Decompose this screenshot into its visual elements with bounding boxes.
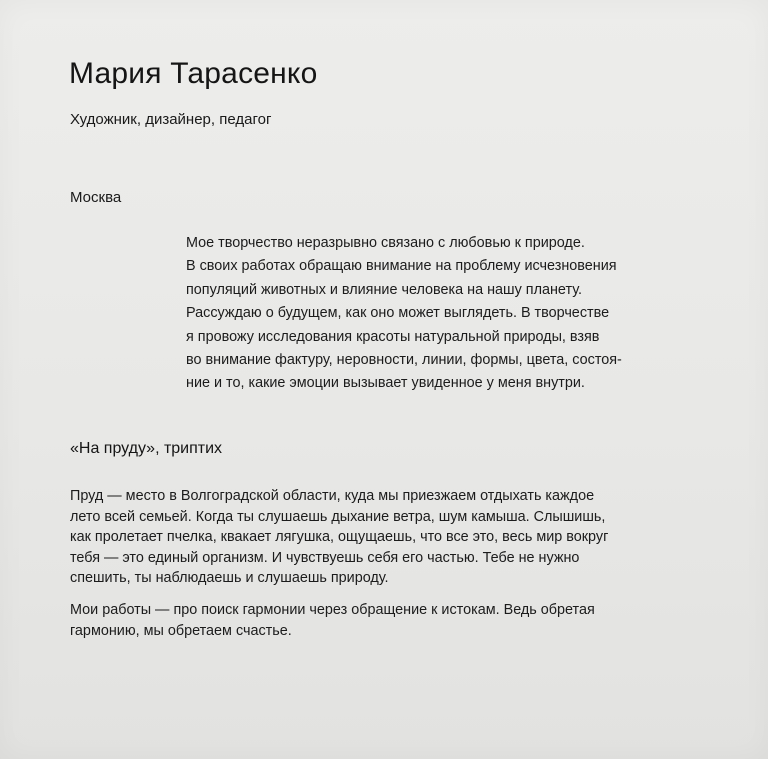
description-line: спешить, ты наблюдаешь и слушаешь природу. [70, 570, 389, 586]
description-line: Пруд — место в Волгоградской области, куда мы приезжаем отдыхать каждое [70, 488, 595, 504]
artist-city: Москва [70, 189, 122, 206]
artist-statement [186, 232, 746, 396]
work-description [70, 486, 760, 589]
statement-line: Мое творчество неразрывно связано с любовью к природе. [186, 235, 585, 251]
work-conclusion [70, 600, 760, 641]
artist-name: Мария Тарасенко [69, 57, 318, 90]
conclusion-line: гармонию, мы обретаем счастье. [70, 622, 292, 639]
conclusion-line: Мои работы — про поиск гармонии через обращение к истокам. Ведь обретая [70, 602, 595, 618]
statement-line: Рассуждаю о будущем, как оно может выглядеть. В творчестве [186, 305, 610, 322]
description-line: тебя — это единый организм. И чувствуешь себя его частью. Тебе не нужно [70, 549, 580, 566]
statement-line: В своих работах обращаю внимание на проблему исчезновения [186, 258, 617, 275]
description-line: как пролетает пчелка, квакает лягушка, ощущаешь, что все это, весь мир вокруг [70, 529, 609, 545]
artist-role: Художник, дизайнер, педагог [70, 111, 272, 128]
statement-line: я провожу исследования красоты натуральной природы, взяв [186, 328, 600, 345]
description-line: лето всей семьей. Когда ты слушаешь дыхание ветра, шум камыша. Слышишь, [70, 508, 606, 525]
statement-line: во внимание фактуру, неровности, линии, формы, цвета, состоя- [186, 352, 622, 369]
work-title: «На пруду», триптих [70, 440, 223, 457]
statement-line: популяций животных и влияние человека на нашу планету. [186, 281, 582, 298]
statement-line: ние и то, какие эмоции вызывает увиденное у меня внутри. [186, 375, 585, 392]
